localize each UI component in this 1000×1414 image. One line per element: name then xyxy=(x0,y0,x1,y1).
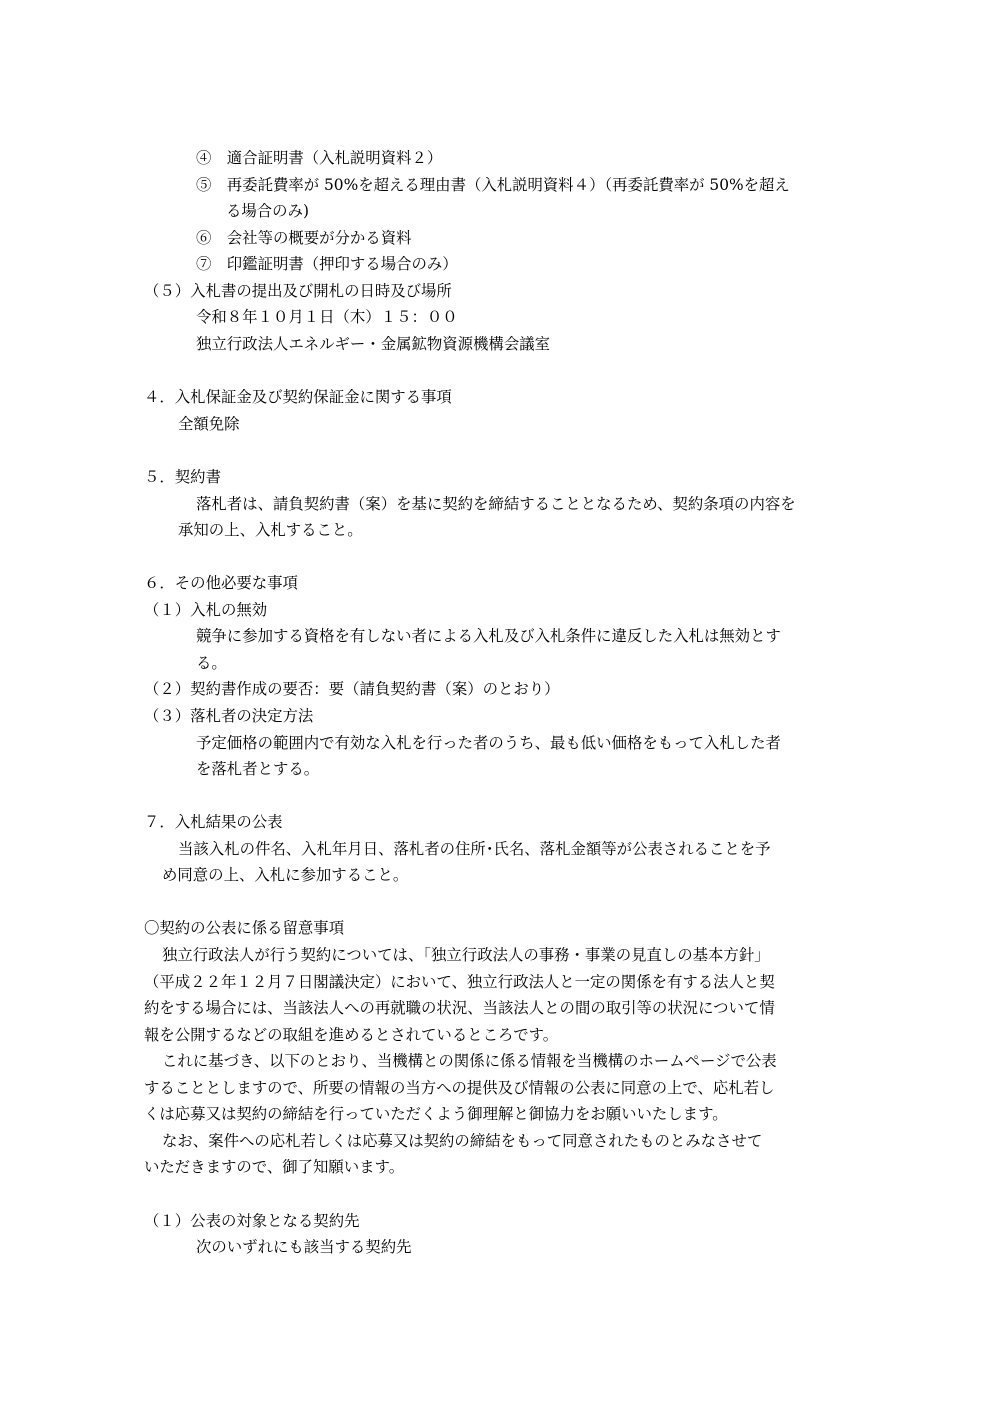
paragraph-line: を落札者とする。 xyxy=(196,760,320,778)
section-heading: ５．契約書 xyxy=(144,468,221,486)
enclosure-item-5-cont: る場合のみ) xyxy=(226,202,309,220)
paragraph-line: くは応募又は契約の締結を行っていただくよう御理解と御協力をお願いいたします。 xyxy=(144,1105,728,1123)
paragraph-line: （平成２２年１２月７日閣議決定）において、独立行政法人と一定の関係を有する法人と契 xyxy=(144,973,775,991)
section-heading: ４．入札保証金及び契約保証金に関する事項 xyxy=(144,388,452,406)
section-heading: ７．入札結果の公表 xyxy=(144,813,283,831)
subsection-heading: （５）入札書の提出及び開札の日時及び場所 xyxy=(144,282,452,300)
paragraph-line: 独立行政法人が行う契約については、「独立行政法人の事務・事業の見直しの基本方針」 xyxy=(162,946,770,964)
opening-datetime: 令和８年１０月１日（木）１５：００ xyxy=(196,308,458,326)
enclosure-item-6: ⑥ 会社等の概要が分かる資料 xyxy=(196,229,412,247)
paragraph-line: 約をする場合には、当該法人への再就職の状況、当該法人との間の取引等の状況について情 xyxy=(144,999,775,1017)
subsection-heading: （３）落札者の決定方法 xyxy=(144,707,314,725)
paragraph-line: これに基づき、以下のとおり、当機構との関係に係る情報を当機構のホームページで公表 xyxy=(162,1052,777,1070)
subsection-heading: （１）入札の無効 xyxy=(144,601,268,619)
paragraph-line: め同意の上、入札に参加すること。 xyxy=(162,866,409,884)
subsection-heading: （２）契約書作成の要否：要（請負契約書（案）のとおり） xyxy=(144,680,560,698)
paragraph-line: 当該入札の件名、入札年月日、落札者の住所･氏名、落札金額等が公表されることを予 xyxy=(178,840,771,858)
notice-heading: 〇契約の公表に係る留意事項 xyxy=(144,919,345,937)
enclosure-item-5: ⑤ 再委託費率が 50%を超える理由書（入札説明資料４）（再委託費率が 50%を超え xyxy=(196,176,790,194)
enclosure-item-7: ⑦ 印鑑証明書（押印する場合のみ） xyxy=(196,255,458,273)
paragraph-line: 次のいずれにも該当する契約先 xyxy=(196,1238,412,1256)
section-heading: ６．その他必要な事項 xyxy=(144,574,298,592)
paragraph-line: 落札者は、請負契約書（案）を基に契約を締結することとなるため、契約条項の内容を xyxy=(196,495,796,513)
opening-place: 独立行政法人エネルギー・金属鉱物資源機構会議室 xyxy=(196,335,550,353)
paragraph-line: 競争に参加する資格を有しない者による入札及び入札条件に違反した入札は無効とす xyxy=(196,627,781,645)
paragraph-line: なお、案件への応札若しくは応募又は契約の締結をもって同意されたものとみなさせて xyxy=(162,1132,763,1150)
paragraph-line: 報を公開するなどの取組を進めるとされているところです。 xyxy=(144,1026,559,1044)
paragraph-line: することとしますので、所要の情報の当方への提供及び情報の公表に同意の上で、応札若し xyxy=(144,1079,775,1097)
paragraph-line: いただきますので、御了知願います。 xyxy=(144,1158,405,1176)
paragraph-line: る。 xyxy=(196,654,227,672)
enclosure-item-4: ④ 適合証明書（入札説明資料２） xyxy=(196,149,443,167)
paragraph-line: 承知の上、入札すること。 xyxy=(178,521,363,539)
subsection-heading: （１）公表の対象となる契約先 xyxy=(144,1212,360,1230)
paragraph-line: 全額免除 xyxy=(178,415,240,433)
paragraph-line: 予定価格の範囲内で有効な入札を行った者のうち、最も低い価格をもって入札した者 xyxy=(196,734,781,752)
